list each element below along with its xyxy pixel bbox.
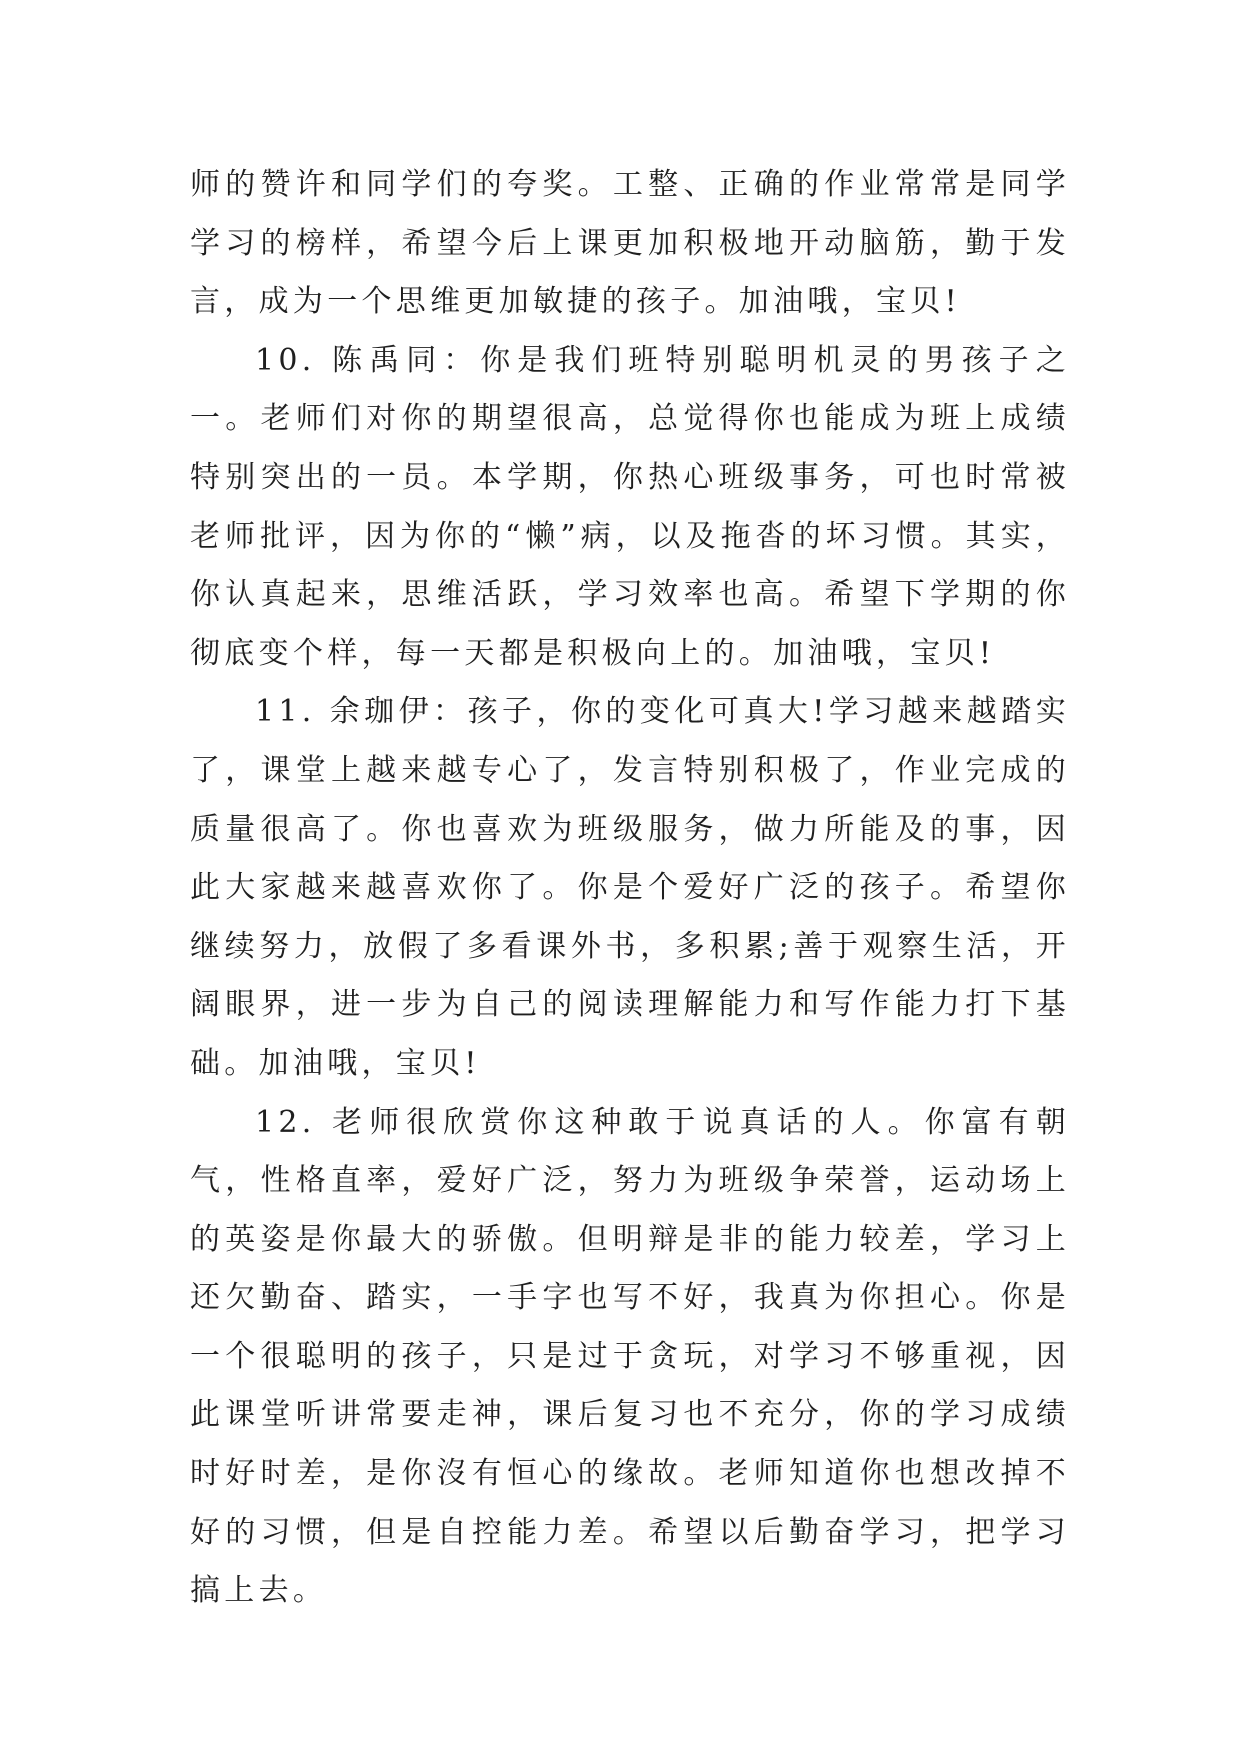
paragraph-comment-12: 12. 老师很欣赏你这种敢于说真话的人。你富有朝气，性格直率，爱好广泛，努力为班级争荣誉，运动场上的英姿是你最大的骄傲。但明辩是非的能力较差，学习上还欠勤奋、踏实，一手字也写不好，我真为你担心。你是一个很聪明的孩子，只是过于贪玩，对学习不够重视，因此课堂听讲常要走神，课后复习也不充分，你的学习成绩时好时差，是你沒有恒心的缘故。老师知道你也想改掉不好的习惯，但是自控能力差。希望以后勤奋学习，把学习搞上去。 [190, 1104, 1070, 1609]
paragraph-continued: 师的赞许和同学们的夸奖。工整、正确的作业常常是同学学习的榜样，希望今后上课更加积极地开动脑筋，勤于发言，成为一个思维更加敏捷的孩子。加油哦，宝贝! [190, 167, 1070, 320]
paragraph-comment-10: 10. 陈禹同：你是我们班特别聪明机灵的男孩子之一。老师们对你的期望很高，总觉得你也能成为班上成绩特别突出的一员。本学期，你热心班级事务，可也时常被老师批评，因为你的“懒”病，以及拖沓的坏习惯。其实，你认真起来，思维活跃，学习效率也高。希望下学期的你彻底变个样，每一天都是积极向上的。加油哦，宝贝! [190, 342, 1070, 671]
paragraph-comment-11: 11. 余珈伊：孩子，你的变化可真大!学习越来越踏实了，课堂上越来越专心了，发言特别积极了，作业完成的质量很高了。你也喜欢为班级服务，做力所能及的事，因此大家越来越喜欢你了。你是个爱好广泛的孩子。希望你继续努力，放假了多看课外书，多积累;善于观察生活，开阔眼界，进一步为自己的阅读理解能力和写作能力打下基础。加油哦，宝贝! [190, 694, 1070, 1081]
document-body [190, 156, 1070, 1621]
